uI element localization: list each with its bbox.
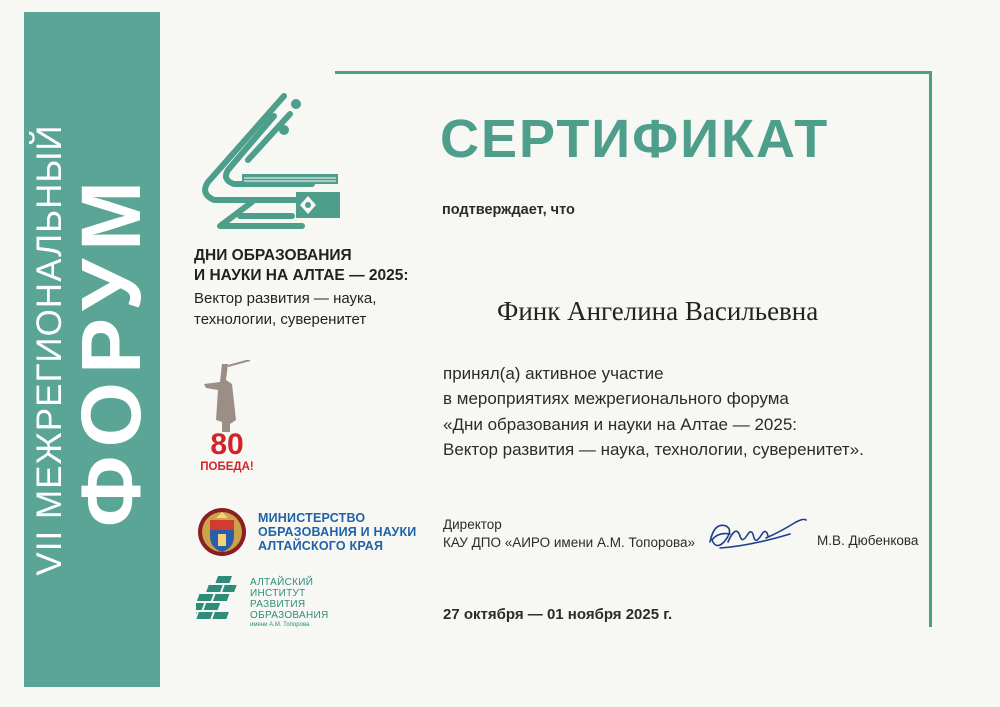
forum-subtitle-line1: Вектор развития — наука, (194, 290, 377, 307)
airo-line1: АЛТАЙСКИЙ (250, 577, 314, 588)
airo-line3: РАЗВИТИЯ (250, 599, 306, 610)
airo-line4: ОБРАЗОВАНИЯ (250, 610, 329, 621)
ministry-line3: АЛТАЙСКОГО КРАЯ (258, 539, 384, 553)
ministry-line1: МИНИСТЕРСТВО (258, 511, 366, 525)
frame-right-line (929, 71, 932, 627)
handwritten-signature (700, 512, 812, 562)
altai-coat-of-arms-icon (196, 506, 248, 558)
confirms-text: подтверждает, что (442, 202, 575, 218)
ministry-line2: ОБРАЗОВАНИЯ И НАУКИ (258, 525, 417, 539)
forum-logo-icon (192, 90, 352, 240)
victory-80-logo (192, 360, 262, 475)
director-title: Директор (443, 517, 502, 532)
frame-top-line (335, 71, 931, 74)
pobeda-label: ПОБЕДА! (200, 461, 254, 473)
band-text-container (24, 12, 160, 687)
event-dates: 27 октября — 01 ноября 2025 г. (443, 606, 673, 623)
director-organization: КАУ ДПО «АИРО имени А.М. Топорова» (443, 535, 696, 550)
forum-title-line2: И НАУКИ НА АЛТАЕ — 2025: (194, 267, 409, 284)
recipient-name: Финк Ангелина Васильевна (497, 296, 819, 326)
airo-logo-icon (196, 576, 246, 624)
forum-subtitle-line2: технологии, суверенитет (194, 311, 367, 328)
body-line-4: Вектор развития — наука, технологии, суверенитет». (443, 440, 864, 459)
body-line-2: в мероприятиях межрегионального форума (443, 389, 789, 408)
band-main-title: ФОРУМ (64, 172, 158, 527)
body-line-1: принял(а) активное участие (443, 364, 664, 383)
certificate-title: СЕРТИФИКАТ (440, 109, 830, 169)
airo-line2: ИНСТИТУТ (250, 588, 306, 599)
motherland-statue-icon (204, 360, 250, 432)
signer-name: М.В. Дюбенкова (817, 533, 919, 548)
body-line-3: «Дни образования и науки на Алтае — 2025: (443, 415, 797, 434)
band-subtitle: VII МЕЖРЕГИОНАЛЬНЫЙ (30, 123, 69, 576)
airo-line5: имени А.М. Топорова (250, 622, 310, 628)
forum-title-line1: ДНИ ОБРАЗОВАНИЯ (194, 247, 352, 264)
pobeda-number: 80 (210, 428, 244, 461)
